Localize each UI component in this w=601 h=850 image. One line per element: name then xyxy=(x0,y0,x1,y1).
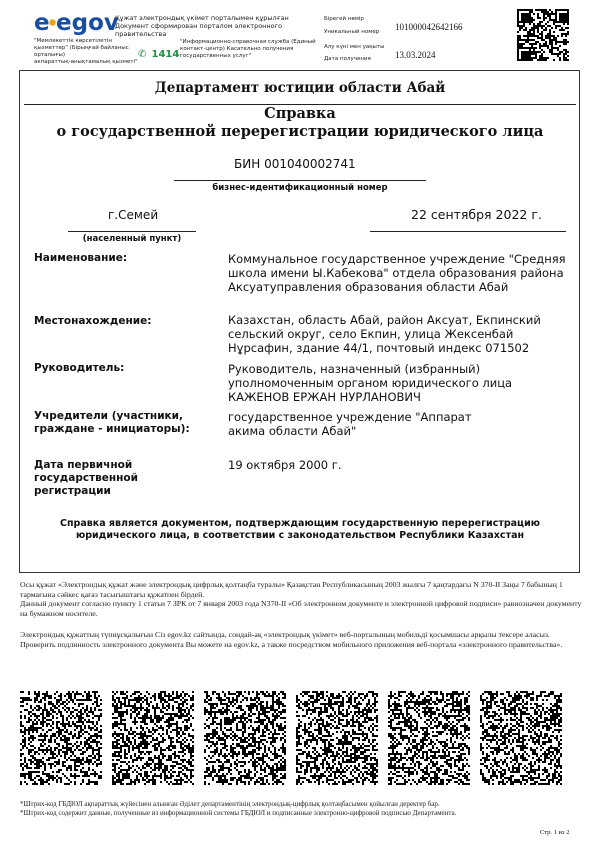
date-value: 13.03.2024 xyxy=(395,50,436,60)
city-underline xyxy=(68,231,196,232)
phone-icon: ✆ xyxy=(138,49,147,60)
phone-note: "Информационно-справочная служба (Единый контакт-центр) Касательно получения государственных услуг" xyxy=(180,39,316,59)
egov-logo xyxy=(34,7,119,41)
portal-note xyxy=(115,14,315,38)
egov-slogan xyxy=(34,38,138,66)
law-note xyxy=(20,580,582,618)
barcode-6 xyxy=(480,691,562,785)
egov-logo-icon xyxy=(34,7,119,37)
bin-line xyxy=(234,157,356,171)
city-value: г.Семей xyxy=(108,208,159,222)
field-label-first-registration: Дата первичной государственной регистрации xyxy=(34,459,139,497)
barcode-2 xyxy=(112,691,194,785)
field-value-location: Казахстан, область Абай, район Аксуат, Екпинский сельский округ, село Екпин, улица Жексенбай Нұрсафин, здание 44/1, почтовый индекс 071502 xyxy=(228,313,541,355)
field-value-founders: государственное учреждение "Аппарат акима области Абай" xyxy=(228,410,472,438)
legal-statement: Справка является документом, подтверждающим государственную перерегистрацию юридического лица, в соответствии с законодательством Республики Казахстан xyxy=(60,518,540,541)
field-label-name: Наименование: xyxy=(34,252,128,264)
issue-date: 22 сентября 2022 г. xyxy=(411,207,542,222)
barcode-3-icon xyxy=(204,691,286,785)
phone-number: 1414 xyxy=(151,49,180,60)
date-underline xyxy=(370,231,566,232)
field-value-name: Коммунальное государственное учреждение "Средняя школа имени Ы.Кабекова" отдела образования района Аксуатуправления образования области Абай xyxy=(228,252,566,294)
field-label-founders: Учредители (участники, граждане - инициаторы): xyxy=(34,410,190,435)
unique-number: 101000042642166 xyxy=(395,22,463,32)
barcode-4-icon xyxy=(296,691,378,785)
egov-logo-text: egov xyxy=(56,10,119,36)
verify-note xyxy=(20,630,582,649)
barcode-2-icon xyxy=(112,691,194,785)
field-value-head: Руководитель, назначенный (избранный) уполномоченным органом юридического лица КАЖЕНОВ ЕРЖАН НУРЛАНОВИЧ xyxy=(228,362,513,404)
barcode-1 xyxy=(20,691,102,785)
verify-note-ru: Проверить подлинность электронного документа Вы можете на egov.kz, а также посредством мобильного приложения веб-портала «электронного правительства». xyxy=(20,639,563,649)
barcode-5 xyxy=(388,691,470,785)
barcode-note xyxy=(20,800,582,818)
portal-note-kz: Құжат электрондық үкімет порталымен құрылған xyxy=(115,14,289,22)
qr-code xyxy=(517,9,569,65)
law-note-ru: Данный документ согласно пункту 1 статьи 7 ЗРК от 7 января 2003 года N370-II «Об электронном документе и электронной цифровой подписи» равнозначен документу на бумажном носителе. xyxy=(20,599,582,618)
unique-label-kz: Бірегей нөмір xyxy=(324,16,364,22)
unique-label-ru: Уникальный номер xyxy=(324,29,380,35)
qr-code-icon xyxy=(517,9,569,61)
field-value-first-registration: 19 октября 2000 г. xyxy=(228,458,342,472)
barcode-note-kz: *Штрих-код ГБДЮЛ ақпараттық жүйесінен алынған Әділет департаментінің электрондық-цифрлық қолтаңбасымен қойылған деректер бар. xyxy=(20,800,440,808)
law-note-kz: Осы құжат «Электрондық құжат және электрондық цифрлық қолтаңба туралы» Қазақстан Республикасының 2003 жылғы 7 қаңтардағы N 370-II Заңы 7 бабының 1 тармағына сәйкес қағаз тасығыштағы құжатпен бірдей. xyxy=(20,580,563,599)
slogan-kz: "Мемлекеттік көрсетілетін қызметтер" (Бірыңғай байланыс орталығы) xyxy=(34,38,129,58)
barcode-note-ru: *Штрих-код содержит данные, полученные из информационной системы ГБДЮЛ и подписанные электронно-цифровой подписью Департамента. xyxy=(20,809,457,817)
barcode-4 xyxy=(296,691,378,785)
slogan-ru: акпараттық-анықтамалық қызметі" xyxy=(34,59,138,65)
bin-caption: бизнес-идентификационный номер xyxy=(212,183,388,193)
city-caption: (населенный пункт) xyxy=(82,234,182,244)
barcode-1-icon xyxy=(20,691,102,785)
field-label-head: Руководитель: xyxy=(34,362,125,374)
field-label-location: Местонахождение: xyxy=(34,315,152,327)
barcode-6-icon xyxy=(480,691,562,785)
document-subtitle: о государственной перерегистрации юридического лица xyxy=(56,123,544,140)
portal-note-ru: Документ сформирован порталом электронного правительства xyxy=(115,22,283,38)
bin-underline xyxy=(174,180,426,181)
bin-value: 001040002741 xyxy=(264,157,356,171)
phone-block xyxy=(138,42,179,61)
bin-label: БИН xyxy=(234,157,261,171)
svg-text:e: e xyxy=(34,10,50,36)
barcode-3 xyxy=(204,691,286,785)
date-label-ru: Дата получения xyxy=(324,56,371,62)
verify-note-kz: Электрондық құжаттың түпнұсқалығын Сіз egov.kz сайтында, сондай-ақ «электрондық үкімет» веб-порталының мобильді қосымшасы арқылы тексере аласыз. xyxy=(20,630,550,639)
page-number: Стр. 1 из 2 xyxy=(540,829,570,836)
department-title: Департамент юстиции области Абай xyxy=(154,80,446,96)
document-title: Справка xyxy=(264,105,336,122)
barcode-5-icon xyxy=(388,691,470,785)
date-label-kz: Алу күні мен уақыты xyxy=(324,44,385,50)
